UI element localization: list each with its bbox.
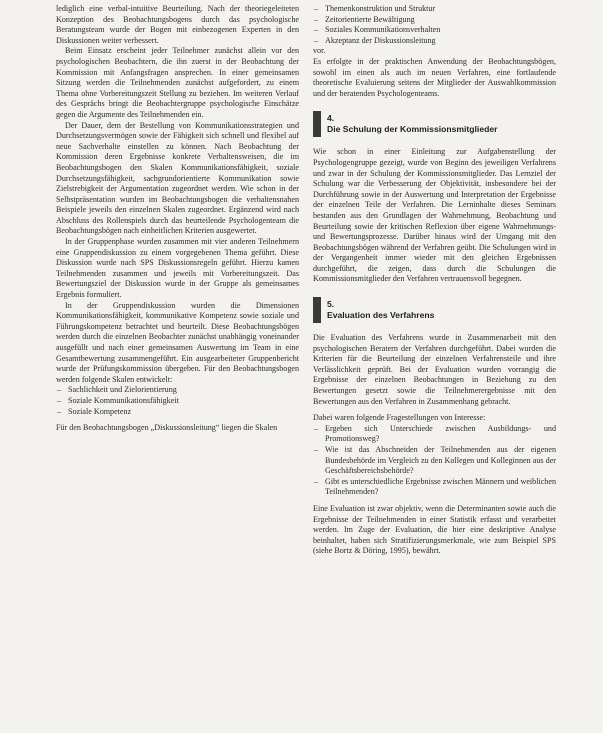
bullet-list <box>313 4 556 46</box>
section-number: 5. <box>327 299 335 310</box>
list-item: – Wie ist das Abschneiden der Teilnehmenden aus der eigenen Bundesbehörde im Vergleich zu den Kollegen und Kolleginnen aus der Geschäftsbereichsbehörde? <box>313 445 556 477</box>
paragraph: Wie schon in einer Einleitung zur Aufgabenstellung der Psychologengruppe gezeigt, wurde von Beginn des jeweiligen Verfahrens und zwar in der Schulung der Kommissionsmitglieder. Das Lernziel der Schulung war die Verbesserung der Objektivität, insbesondere bei der Durchführung sowie in der Auswertung und Interpretation der Ergebnisse der einzelnen Teile der Verfahren. Die Lerninhalte dieses Seminars bestanden aus den Grundlagen der Wahrnehmung, Beobachtung und Beurteilung sowie der kritischen Reflexion über eigene Wahrnehmungs- und Bewertungsprozesse. Darüber hinaus wird der Umgang mit den Beobachtungsbögen während der Verfahren geübt. Die Schulungen wird in der Vergangenheit immer wieder mit den gleichen Ergebnissen durchgeführt, die zeigen, dass durch die Schulungen die Kommissionsmitglieder den Verfahren vertrauensvoll begegnen. <box>313 147 556 284</box>
section-number: 4. <box>327 113 335 124</box>
heading-bar <box>313 297 321 323</box>
paragraph: vor. <box>313 46 326 56</box>
bullet-list <box>313 424 556 498</box>
paragraph: Für den Beobachtungsbogen „Diskussionsleitung“ liegen die Skalen <box>56 423 278 433</box>
paragraph: In der Gruppendiskussion wurden die Dimensionen Kommunikationsfähigkeit, kommunikative Kompetenz sowie soziale und Führungskompetenz betrachtet und beurteilt. Diese Beobachtungsbögen werden durch die einzelnen Beobachter zunächst unabhängig voneinander ausgefüllt und nach einer gemeinsamen Auswertung im Team in eine Gesamtbewertung zusammengeführt. Ein ausgearbeiteter Gruppenbericht wurde der Prüfungskommission übergeben. Für den Beobachtungsbogen werden folgende Skalen entwickelt: <box>56 300 299 384</box>
paragraph: In der Gruppenphase wurden zusammen mit vier anderen Teilnehmern eine Gruppendiskussion zu einem vorgegebenen Thema geführt. Diese Diskussion wurde nach SPS Diskussionsregeln geführt. Hierzu kamen Teilnehmenden zusammen und jeweils mit Vorbereitungszeit. Das Bewertungsziel der Diskussion wurde in der Gruppe als gemeinsames Ergebnis formuliert. <box>56 237 299 300</box>
paragraph: Eine Evaluation ist zwar objektiv, wenn die Determinanten sowie auch die Ergebnisse der Teilnehmenden in einer Statistik erfasst und verarbeitet werden. Im Zuge der Evaluation, die hier eine deskriptive Analyse beinhaltet, haben sich Stratifizierungsmerkmale, wie zum Beispiel SPS (siehe Bortz & Döring, 1995), bewährt. <box>313 503 556 556</box>
paragraph: Dabei waren folgende Fragestellungen von Interesse: <box>313 413 486 423</box>
section-title: Evaluation des Verfahrens <box>327 309 435 320</box>
list-item: – Sachlichkeit und Zielorientierung <box>56 385 299 396</box>
list-item: – Gibt es unterschiedliche Ergebnisse zwischen Männern und weiblichen Teilnehmenden? <box>313 477 556 498</box>
right-column <box>313 4 556 557</box>
paragraph: Der Dauer, dem der Bestellung von Kommunikationsstrategien und Durchsetzungsvermögen sowie der Fähigkeit sich schnell und flexibel auf neue Sachverhalte einstellen zu können. Nach Beobachtung der Kommission deren Ergebnisse konkrete Verhaltensweisen, die im Beobachtungsbogen den Skalen Kommunikationsfähigkeit, soziale Durchsetzungsfähigkeit, sachgrundorientierte Kommunikation sowie Zielstrebigkeit der Argumentation zugeordnet werden. Wie schon in der Selbstpräsentation wurden im Beobachtungsbogen die verhaltensnahen Beispiele jeweils den einzelnen Skalen zugeordnet. Ergänzend wird nach Abschluss des Rollenspiels durch das beurteilende Psychologenteam die Beobachtungsbögen nach einheitlichen Kriterien ausgewertet. <box>56 120 299 236</box>
left-column <box>56 4 299 434</box>
paragraph: Die Evaluation des Verfahrens wurde in Zusammenarbeit mit den psychologischen Beratern der Verfahren durchgeführt. Dabei wurden die Kriterien für die Beurteilung der einzelnen Verfahrensteile und ihre Verlässlichkeit geprüft. Bei der Evaluation wurden vorrangig die Ergebnisse der einzelnen Beobachtungen in Beziehung zu den Bewertungen gesetzt sowie die Teilnehmerergebnisse mit den Bewertungen aus den Verfahren in Zusammenhang gebracht. <box>313 333 556 406</box>
section-heading-4 <box>313 109 556 139</box>
section-heading-5 <box>313 295 556 325</box>
list-item: – Ergeben sich Unterschiede zwischen Ausbildungs- und Promotionsweg? <box>313 424 556 445</box>
paragraph: lediglich eine verbal-intuitive Beurteilung. Nach der theoriegeleiteten Konzeption des Beobachtungsbogens durch das psychologische Beratungsteam wurde der Bogen mit einbezogenen Experten in den Diskussionen weiter verbessert. <box>56 4 299 45</box>
section-title: Die Schulung der Kommissionsmitglieder <box>327 123 498 134</box>
list-item: – Soziale Kommunikationsfähigkeit <box>56 396 299 407</box>
heading-bar <box>313 111 321 137</box>
list-item: – Akzeptanz der Diskussionsleitung <box>313 36 556 47</box>
bullet-list <box>56 385 299 417</box>
list-item: – Zeitorientierte Bewältigung <box>313 15 556 26</box>
list-item: – Soziale Kompetenz <box>56 407 299 418</box>
list-item: – Themenkonstruktion und Struktur <box>313 4 556 15</box>
paragraph: Es erfolgte in der praktischen Anwendung der Beobachtungsbögen, sowohl im einen als auch im neuen Verfahren, eine fortlaufende theoretische Evaluierung seitens der Mitglieder der Auswahlkommission und der beratenden Psychologenteams. <box>313 56 556 98</box>
paragraph: Beim Einsatz erscheint jeder Teilnehmer zunächst allein vor den psychologischen Beobachtern, die ihn zuerst in der Beobachtung der Kommission mit Anfangsfragen ansprechen. In einer gemeinsamen Sitzung werden die Teilnehmenden zunächst aufgefordert, zu einem Thema ohne Vorbereitungszeit Stellung zu beziehen. Im weiteren Verlauf des Gesprächs bringt die Beobachtergruppe psychologische Einschätze gegen die Argumente des Teilnehmenden ein. <box>56 46 299 119</box>
list-item: – Soziales Kommunikationsverhalten <box>313 25 556 36</box>
